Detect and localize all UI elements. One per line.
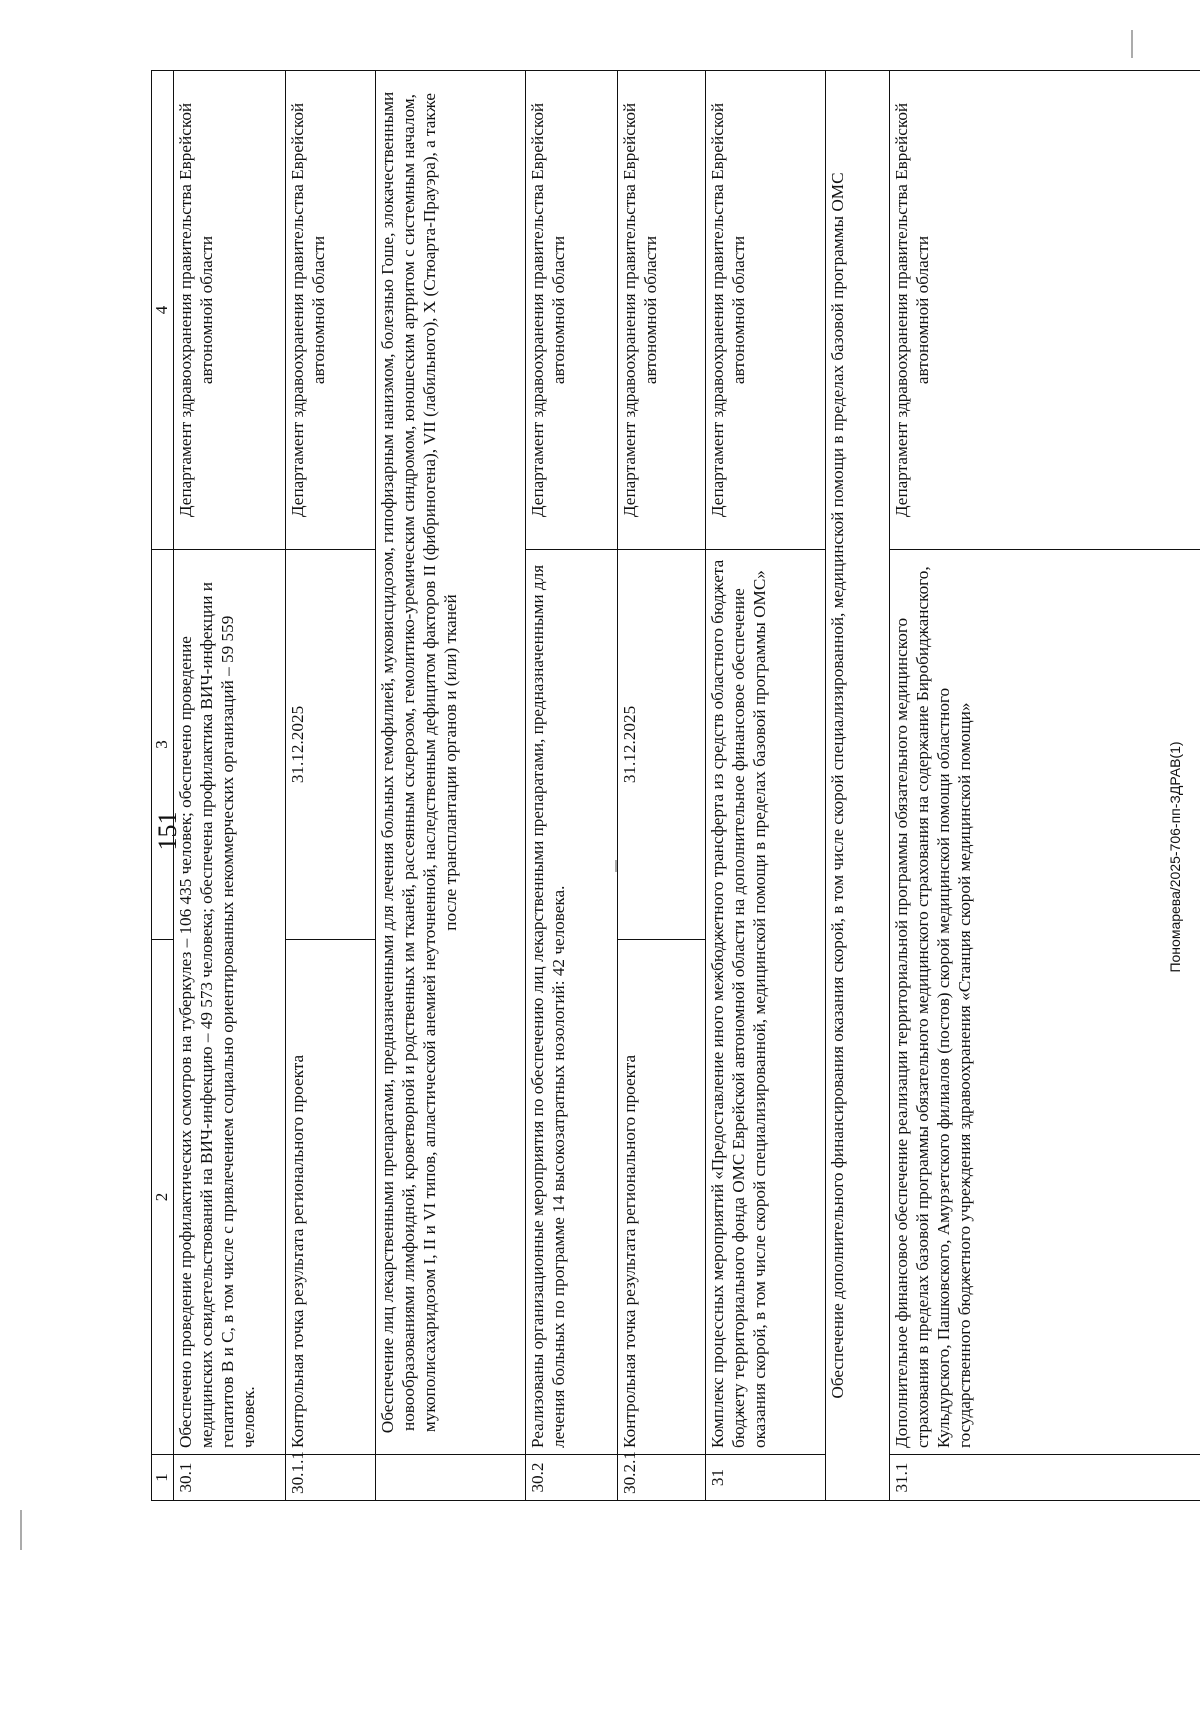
section-empty-cell: [375, 1455, 525, 1501]
due-date: 31.12.2025: [285, 550, 375, 940]
responsible-department: Департамент здравоохранения правительства Еврейской автономной области: [889, 71, 1200, 550]
section-title: Обеспечение дополнительного финансирования оказания скорой, в том числе скорой специализированной, медицинской помощи в пределах базовой программы ОМС: [825, 71, 889, 1501]
row-description: Контрольная точка результата регионального проекта: [617, 940, 705, 1455]
page-number: 151: [153, 811, 182, 851]
header-col-3: 3: [152, 550, 174, 940]
scan-mark-bottom: [20, 1510, 22, 1550]
row-number: 30.2: [525, 1455, 617, 1501]
row-number: 30.2.1: [617, 1455, 705, 1501]
responsible-department: Департамент здравоохранения правительства Еврейской автономной области: [173, 71, 285, 550]
header-col-4: 4: [152, 71, 174, 550]
measures-table: [151, 70, 1200, 1501]
responsible-department: Департамент здравоохранения правительства Еврейской автономной области: [525, 71, 617, 550]
table-row: [285, 71, 375, 1501]
table-row: [705, 71, 825, 1501]
row-description: Обеспечено проведение профилактических осмотров на туберкулез – 106 435 человек; обеспечено проведение медицинских освидетельствований на ВИЧ-инфекцию – 49 573 человека; обеспечена профилактика ВИЧ-инфекции и гепатитов В и С, в том числе с привлечением социально ориентированных некоммерческих организаций – 59 559 человек.: [173, 550, 285, 1455]
table-row: [617, 71, 705, 1501]
scan-mark-top: [1131, 30, 1133, 58]
table-row: [889, 71, 1200, 1501]
header-col-1: 1: [152, 1455, 174, 1501]
row-number: 30.1: [173, 1455, 285, 1501]
due-date: 31.12.2025: [617, 550, 705, 940]
section-row: [825, 71, 889, 1501]
section-row: [375, 71, 525, 1501]
row-description: Контрольная точка результата регионального проекта: [285, 940, 375, 1455]
header-row: [152, 71, 174, 1501]
header-col-2: 2: [152, 940, 174, 1455]
responsible-department: Департамент здравоохранения правительства Еврейской автономной области: [617, 71, 705, 550]
section-title: Обеспечение лиц лекарственными препаратами, предназначенными для лечения больных гемофилией, муковисцидозом, гипофизарным нанизмом, болезнью Гоше, злокачественными новообразованиями лимфоидной, кроветворной и родственных им тканей, рассеянным склерозом, гемолитико-уремическим синдромом, юношеским артритом с системным началом, мукополисахаридозом I, II и VI типов, апластической анемией неуточненной, наследственным дефицитом факторов II (фибриногена), VII (лабильного), X (Стюарта-Прауэра), а также после трансплантации органов и (или) тканей: [375, 71, 525, 1455]
row-description: Комплекс процессных мероприятий «Предоставление иного межбюджетного трансферта из средств областного бюджета бюджету территориального фонда ОМС Еврейской автономной области на дополнительное финансовое обеспечение оказания скорой, в том числе скорой специализированной, медицинской помощи в пределах базовой программы ОМС»: [705, 550, 825, 1455]
rotated-table-wrapper: [151, 71, 1200, 1501]
document-code: Пономарева/2025-706-пп-ЗДРАВ(1): [1167, 741, 1183, 973]
table-row: [173, 71, 285, 1501]
row-description: Реализованы организационные мероприятия по обеспечению лиц лекарственными препаратами, предназначенными для лечения больных по программе 14 высокозатратных нозологий: 42 человека.: [525, 550, 617, 1455]
responsible-department: Департамент здравоохранения правительства Еврейской автономной области: [285, 71, 375, 550]
row-number: 31: [705, 1455, 825, 1501]
responsible-department: Департамент здравоохранения правительства Еврейской автономной области: [705, 71, 825, 550]
table-row: [525, 71, 617, 1501]
row-number: 30.1.1: [285, 1455, 375, 1501]
row-number: 31.1: [889, 1455, 1200, 1501]
row-description: Дополнительное финансовое обеспечение реализации территориальной программы обязательного медицинского страхования в пределах базовой программы обязательного медицинского страхования на содержание Биробиджанского, Кульдурского, Пашковского, Амурзетского филиалов (постов) скорой медицинской помощи областного государственного бюджетного учреждения здравоохранения «Станция скорой медицинской помощи»: [889, 550, 1200, 1455]
